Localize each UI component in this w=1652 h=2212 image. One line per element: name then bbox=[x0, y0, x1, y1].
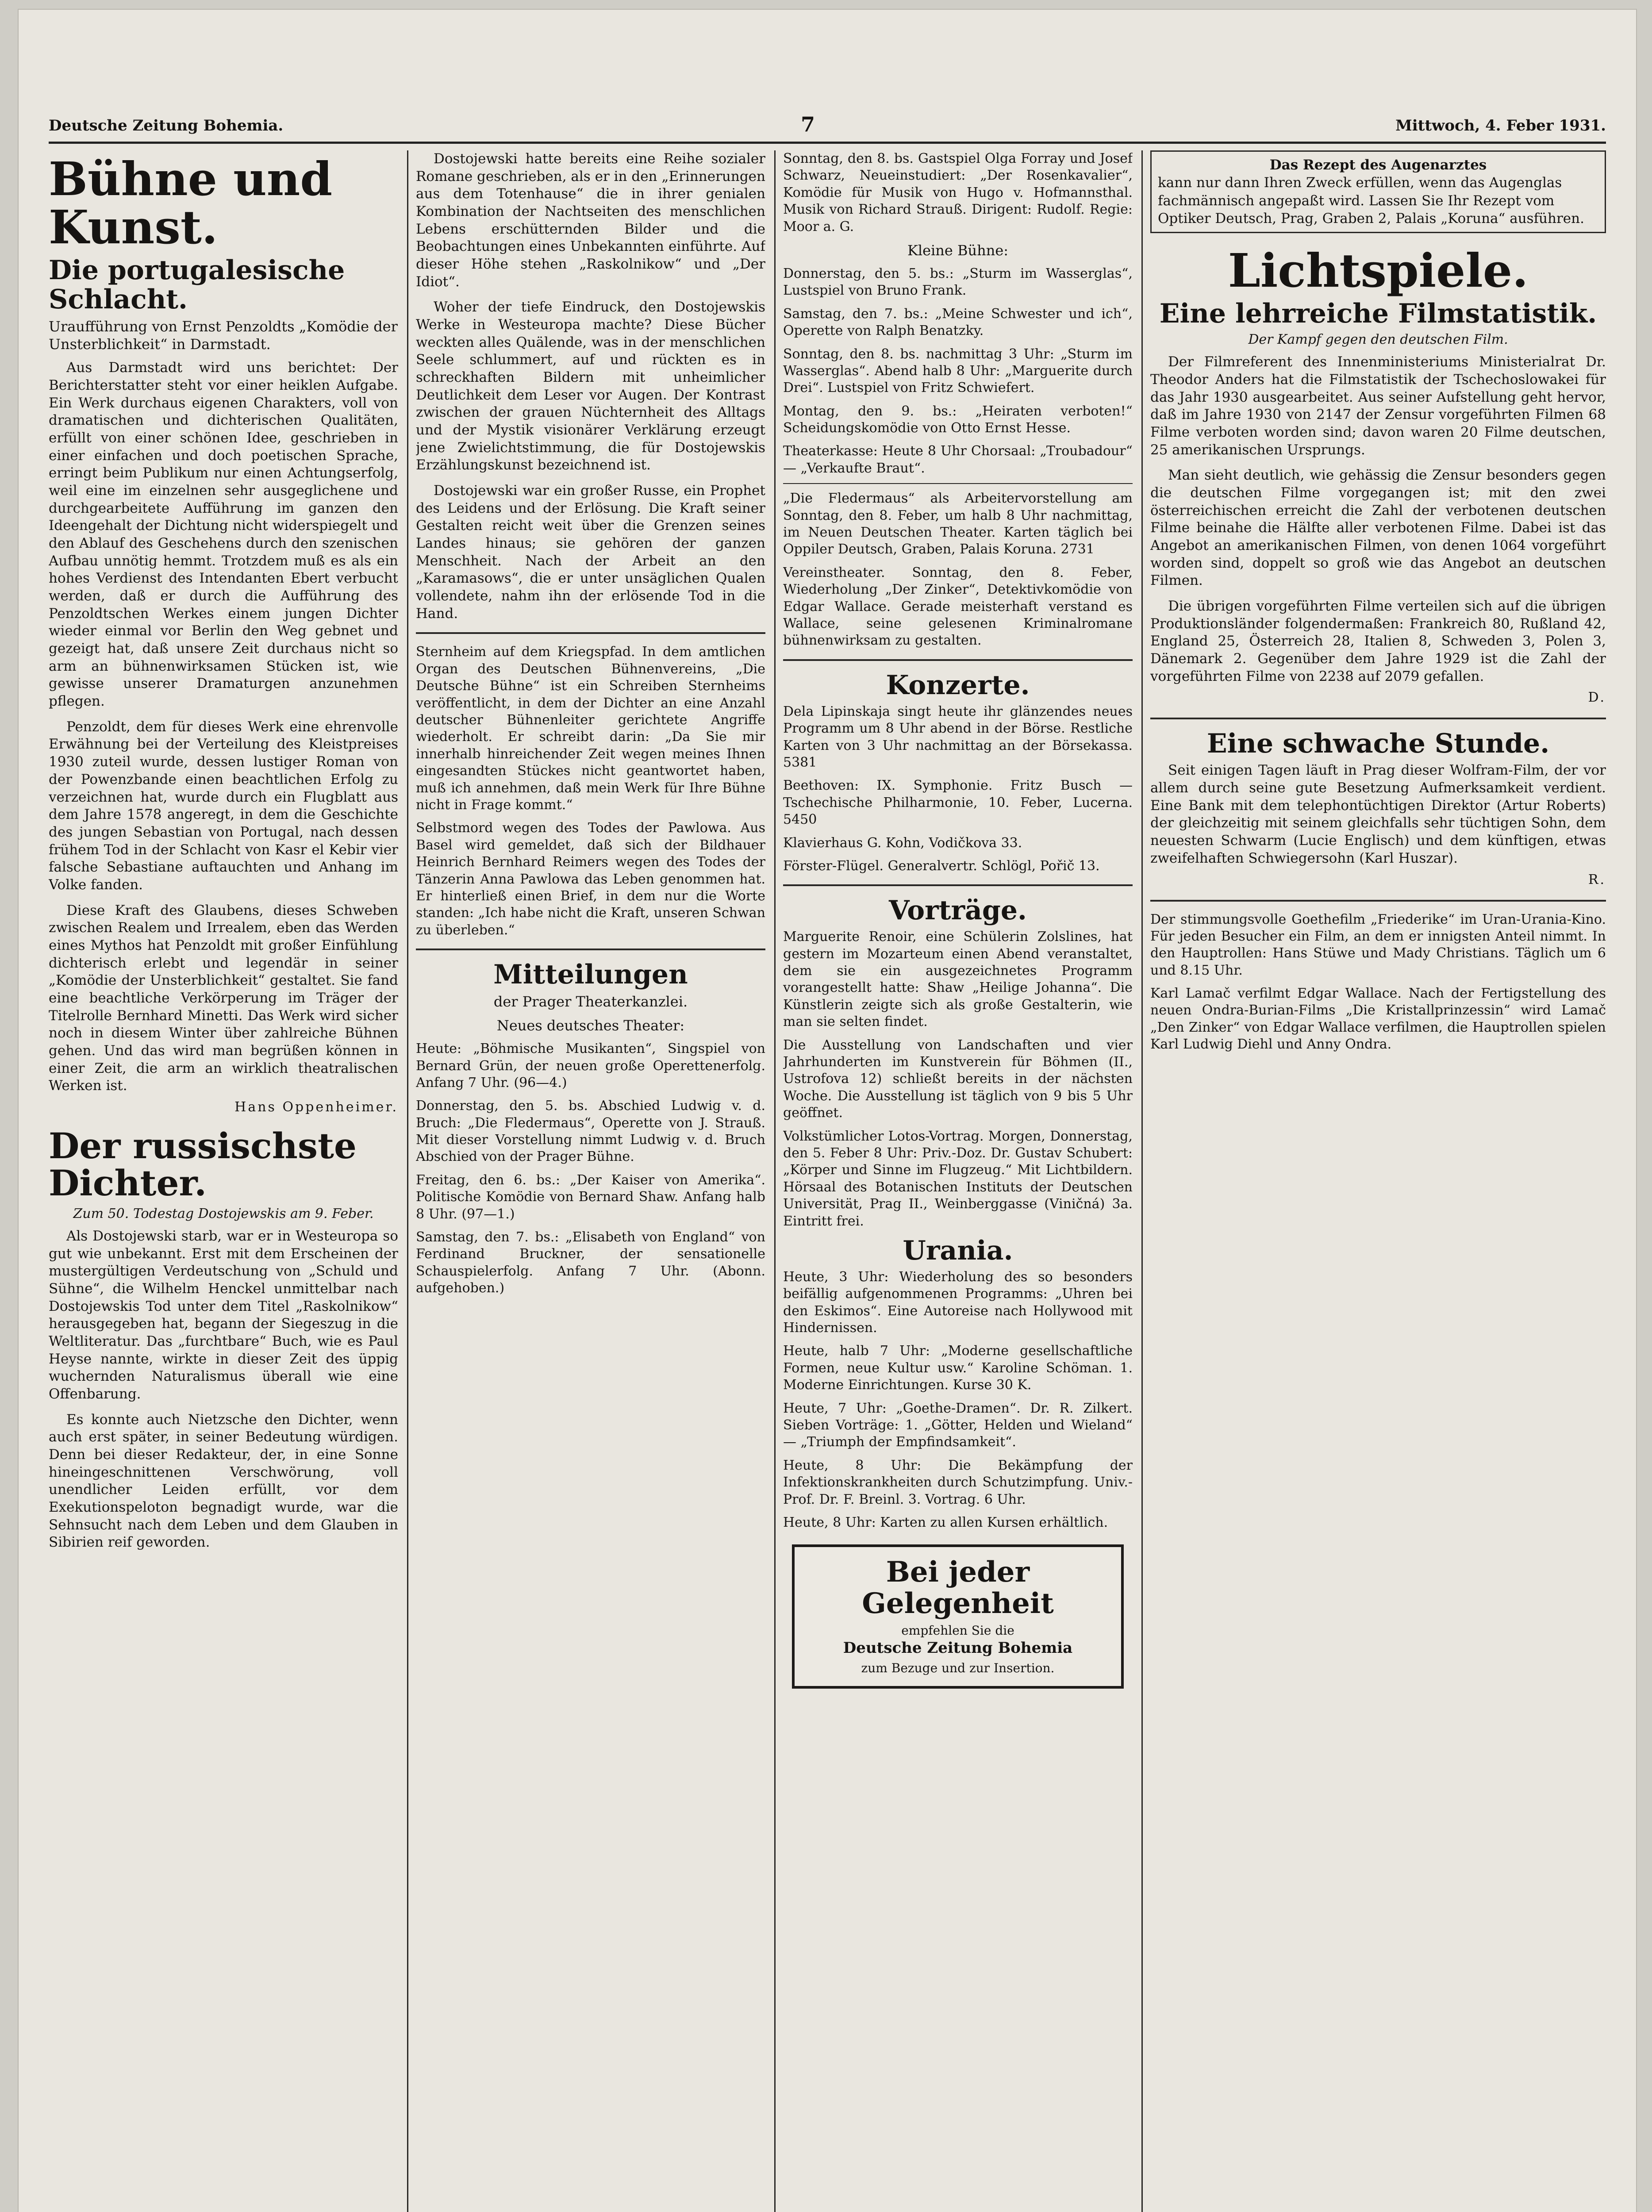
news-item: Marguerite Renoir, eine Schülerin Zolslines, hat gestern im Mozarteum einen Abend veranstaltet, dem sie ein ausgezeichnetes Programm vorangestellt hatte: Shaw „Heilige Johanna“. Die Künstlerin zeigte sich als große Gestalterin, wie man sie selten findet. bbox=[783, 929, 1133, 1030]
divider bbox=[1150, 900, 1606, 902]
article-paragraph: Der Filmreferent des Innenministeriums Ministerialrat Dr. Theodor Anders hat die Filmstatistik der Tschechoslowakei für das Jahr 1930 ausgearbeitet. Aus seiner Aufstellung geht hervor, daß im Jahre 1930 von 2147 der Zensur vorgeführten Filmen 68 Filme verboten worden sind; davon waren 20 Filme deutschen, 25 amerikanischen Ursprungs. bbox=[1150, 354, 1606, 458]
article-byline: Hans Oppenheimer. bbox=[234, 1099, 398, 1115]
article-headline: Eine schwache Stunde. bbox=[1206, 728, 1550, 760]
listing-item: Freitag, den 6. bs.: „Der Kaiser von Amerika“. Politische Komödie von Bernard Shaw. Anfang halb 8 Uhr. (97—1.) bbox=[416, 1172, 765, 1222]
section-heading: Urania. bbox=[903, 1235, 1013, 1266]
theater-name: Neues deutsches Theater: bbox=[496, 1017, 685, 1034]
newspaper-page bbox=[18, 9, 1637, 2212]
article-paragraph: Die übrigen vorgeführten Filme verteilen sich auf die übrigen Produktionsländer folgendermaßen: Frankreich 80, Rußland 42, England 25, Österreich 28, Italien 8, Schweden 3, Polen 3, Dänemark 2. Gegenüber dem Jahre 1929 ist die Zahl der vorgeführten Filme von 2238 auf 2079 gefallen. bbox=[1150, 598, 1606, 684]
listing-item: Sonntag, den 8. bs. nachmittag 3 Uhr: „Sturm im Wasserglas“. Abend halb 8 Uhr: „Marguerite durch Drei“. Lustspiel von Fritz Schwiefert. bbox=[783, 346, 1133, 396]
column-rule bbox=[1141, 150, 1143, 2212]
article-dek: Zum 50. Todestag Dostojewskis am 9. Feber. bbox=[73, 1206, 374, 1221]
divider bbox=[416, 632, 765, 634]
ad-newspaper-name: Deutsche Zeitung Bohemia bbox=[843, 1639, 1073, 1657]
ad-text: zum Bezuge und zur Insertion. bbox=[861, 1660, 1055, 1675]
section-heading: Konzerte. bbox=[886, 669, 1030, 701]
ad-text: kann nur dann Ihren Zweck erfüllen, wenn das Augenglas fachmännisch angepaßt wird. Lassen Sie Ihr Rezept vom Optiker Deutsch, Prag, Graben 2, Palais „Koruna“ ausführen. bbox=[1158, 175, 1584, 227]
listing-item: Donnerstag, den 5. bs.: „Sturm im Wasserglas“, Lustspiel von Bruno Frank. bbox=[783, 265, 1133, 299]
column-rule bbox=[407, 150, 408, 2212]
advertisement-box bbox=[1150, 150, 1606, 233]
section-heading: Mitteilungen bbox=[493, 959, 688, 991]
section-title: Lichtspiele. bbox=[1228, 243, 1529, 298]
article-paragraph: Seit einigen Tagen läuft in Prag dieser Wolfram-Film, der vor allem durch seine gute Besetzung Aufmerksamkeit verdient. Eine Bank mit dem telephontüchtigen Direktor (Artur Roberts) der gleichzeitig mit seinem gleichfalls sehr tüchtigen Sohn, dem neuesten Schwarm (Lucie Englisch) und dem künftigen, etwas zweifelhaften Schwiegersohn (Karl Huszar). bbox=[1150, 762, 1606, 866]
ad-headline: Bei jeder Gelegenheit bbox=[862, 1555, 1054, 1620]
listing-item: Klavierhaus G. Kohn, Vodičkova 33. bbox=[783, 835, 1022, 851]
column-3 bbox=[783, 150, 1133, 2212]
page-header bbox=[49, 111, 1606, 144]
listing-item: Heute, 8 Uhr: Karten zu allen Kursen erhältlich. bbox=[783, 1515, 1108, 1530]
news-item: „Die Fledermaus“ als Arbeitervorstellung am Sonntag, den 8. Feber, um halb 8 Uhr nachmittag, im Neuen Deutschen Theater. Karten täglich bei Oppiler Deutsch, Graben, Palais Koruna. 2731 bbox=[783, 491, 1133, 557]
article-headline: Der russischste Dichter. bbox=[49, 1125, 357, 1204]
news-item: Die Ausstellung von Landschaften und vier Jahrhunderten im Kunstverein für Böhmen (II., Ustrofova 12) schließt bereits in der nächsten Woche. Die Ausstellung ist täglich von 9 bis 5 Uhr geöffnet. bbox=[783, 1037, 1133, 1121]
listing-item: Heute, 8 Uhr: Die Bekämpfung der Infektionskrankheiten durch Schutzimpfung. Univ.-Prof. Dr. F. Breinl. 3. Vortrag. 6 Uhr. bbox=[783, 1457, 1133, 1507]
article-headline: Eine lehrreiche Filmstatistik. bbox=[1159, 298, 1597, 330]
article-paragraph: Diese Kraft des Glaubens, dieses Schweben zwischen Realem und Irrealem, eben das Werden eines Mythos hat Penzoldt mit großer Einfühlung dichterisch erlebt und legendär in seiner „Komödie der Unsterblichkeit“ gestaltet. Sie fand eine beachtliche Verkörperung im Träger der Titelrolle Bernhard Minetti. Das Werk wird sicher noch in diesem Winter über zahlreiche Bühnen gehen. Und das wird man begrüßen können in einer Zeit, die arm an wirklich theatralischen Werken ist. bbox=[49, 902, 398, 1094]
listing-item: Dela Lipinskaja singt heute ihr glänzendes neues Programm um 8 Uhr abend in der Börse. Restliche Karten von 3 Uhr nachmittag an der Börsekassa. 5381 bbox=[783, 703, 1133, 770]
article-paragraph: Dostojewski war ein großer Russe, ein Prophet des Leidens und der Erlösung. Die Kraft seiner Gestalten reicht weit über die Grenzen seines Landes hinaus; sie gehören der ganzen Menschheit. Nach der Arbeit an den „Karamasows“, die er unter unsäglichen Qualen vollendete, nahm ihn der erlösende Tod in die Hand. bbox=[416, 483, 765, 622]
advertisement-box bbox=[792, 1544, 1124, 1689]
article-paragraph: Penzoldt, dem für dieses Werk eine ehrenvolle Erwähnung bei der Verteilung des Kleistpreises 1930 zuteil wurde, dessen lustiger Roman von der Powenzbande einen beachtlichen Erfolg zu verzeichnen hat, wurde durch ein Flugblatt aus dem Jahre 1578 angeregt, in dem die Geschichte des jungen Sebastian von Portugal, nach dessen frühem Tod in der Schlacht von Kasr el Kebir vier falsche Sebastiane auftauchten und Anhang im Volke fanden. bbox=[49, 718, 398, 893]
news-item: Selbstmord wegen des Todes der Pawlowa. Aus Basel wird gemeldet, daß sich der Bildhauer Heinrich Bernhard Reimers wegen des Todes der Tänzerin Anna Pawlowa das Leben genommen hat. Er hinterließ einen Brief, in dem nur die Worte standen: „Ich habe nicht die Kraft, unseren Schwan zu überleben.“ bbox=[416, 820, 765, 938]
article-paragraph: Man sieht deutlich, wie gehässig die Zensur besonders gegen die deutschen Filme vorgegangen ist; mit den zwei österreichischen erreicht die Zahl der verbotenen deutschen Filme beinahe die Hälfte aller verbotenen Filme. Dabei ist das Angebot an amerikanischen Filmen, von denen 1064 vorgeführt worden sind, doppelt so groß wie das Angebot an deutschen Filmen. bbox=[1150, 467, 1606, 589]
article-paragraph: Als Dostojewski starb, war er in Westeuropa so gut wie unbekannt. Erst mit dem Erscheinen der mustergültigen Verdeutschung von „Schuld und Sühne“, die Wilhelm Henckel unmittelbar nach Dostojewskis Tod unter dem Titel „Raskolnikow“ herausgegeben hat, begann der Siegeszug in die Weltliteratur. Das „furchtbare“ Buch, wie es Paul Heyse nannte, wirkte in dieser Zeit des üppig wuchernden Naturalismus überall wie eine Offenbarung. bbox=[49, 1228, 398, 1402]
section-subheading: Kleine Bühne: bbox=[907, 242, 1009, 259]
divider bbox=[1150, 718, 1606, 719]
listing-item: Heute, 7 Uhr: „Goethe-Dramen“. Dr. R. Zilkert. Sieben Vorträge: 1. „Götter, Helden und Wieland“ — „Triumph der Empfindsamkeit“. bbox=[783, 1400, 1133, 1450]
divider bbox=[783, 659, 1133, 661]
ad-text: empfehlen Sie die bbox=[901, 1623, 1014, 1638]
listing-item: Heute, 3 Uhr: Wiederholung des so besonders beifällig aufgenommenen Programms: „Uhren bei den Eskimos“. Eine Autoreise nach Hollywood mit Hindernissen. bbox=[783, 1269, 1133, 1336]
section-title: Bühne und Kunst. bbox=[49, 152, 333, 255]
ad-headline: Das Rezept des Augenarztes bbox=[1269, 157, 1487, 173]
article-subtitle: Uraufführung von Ernst Penzoldts „Komödie der Unsterblichkeit“ in Darmstadt. bbox=[49, 318, 398, 353]
news-item: Karl Lamač verfilmt Edgar Wallace. Nach der Fertigstellung des neuen Ondra-Burian-Films „Die Kristallprinzessin“ wird Lamač „Den Zinker“ von Edgar Wallace verfilmen, die Hauptrollen spielen Karl Ludwig Diehl und Anny Ondra. bbox=[1150, 986, 1606, 1052]
listing-item: Samstag, den 7. bs.: „Elisabeth von England“ von Ferdinand Bruckner, der sensationelle Schauspielerfolg. Anfang 7 Uhr. (Abonn. aufgehoben.) bbox=[416, 1229, 765, 1296]
article-paragraph: Es konnte auch Nietzsche den Dichter, wenn auch erst später, in seiner Bedeutung würdigen. Denn bei dieser Redakteur, der, in eine Sonne hineingeschnittenen Verschwörung, voll unendlicher Leiden erfüllt, vor dem Exekutionspeloton begnadigt wurde, war die Sehnsucht nach dem Leben und dem Glauben in Sibirien reif geworden. bbox=[49, 1411, 398, 1551]
column-4 bbox=[1150, 150, 1606, 2212]
article-signature: R. bbox=[1588, 872, 1606, 887]
news-item: Volkstümlicher Lotos-Vortrag. Morgen, Donnerstag, den 5. Feber 8 Uhr: Priv.-Doz. Dr. Gustav Schubert: „Körper und Sinne im Flugzeug.“ Mit Lichtbildern. Hörsaal des Botanischen Instituts der Deutschen Universität, Prag II., Weinberggasse (Viničná) 3a. Eintritt frei. bbox=[783, 1128, 1133, 1229]
column-1 bbox=[49, 150, 398, 2212]
listing-item: Heute: „Böhmische Musikanten“, Singspiel von Bernard Grün, der neuen große Operettenerfolg. Anfang 7 Uhr. (96—4.) bbox=[416, 1041, 765, 1091]
divider bbox=[783, 884, 1133, 886]
issue-date: Mittwoch, 4. Feber 1931. bbox=[1395, 117, 1606, 134]
article-headline: Die portugalesische Schlacht. bbox=[49, 255, 345, 315]
article-paragraph: Dostojewski hatte bereits eine Reihe sozialer Romane geschrieben, als er in den „Erinnerungen aus dem Totenhause“ die in ihrer genialen Kombination der Nachtseiten des menschlichen Lebens erschütternden Bilder und die Beobachtungen eines Unbekannten einführte. Auf dieser Höhe stehen „Raskolnikow“ und „Der Idiot“. bbox=[416, 151, 765, 290]
section-heading: Vorträge. bbox=[889, 895, 1027, 926]
news-item: Sternheim auf dem Kriegspfad. In dem amtlichen Organ des Deutschen Bühnenvereins, „Die Deutsche Bühne“ ist ein Schreiben Sternheims veröffentlicht, in dem der Dichter an eine Anzahl deutscher Bühnenleiter gerichtete Angriffe wiederholt. Er schreibt darin: „Da Sie mir innerhalb hinreichender Zeit wegen meines Ihnen eingesandten Stückes nicht geantwortet haben, muß ich annehmen, daß mein Werk für Ihre Bühne nicht in Frage kommt.“ bbox=[416, 644, 765, 813]
listing-item: Donnerstag, den 5. bs. Abschied Ludwig v. d. Bruch: „Die Fledermaus“, Operette von J. Strauß. Mit dieser Vorstellung nimmt Ludwig v. d. Bruch Abschied von der Prager Bühne. bbox=[416, 1098, 765, 1165]
page-number: 7 bbox=[801, 112, 815, 136]
article-signature: D. bbox=[1588, 690, 1606, 706]
listing-item: Theaterkasse: Heute 8 Uhr Chorsaal: „Troubadour“ — „Verkaufte Braut“. bbox=[783, 443, 1133, 476]
article-paragraph: Aus Darmstadt wird uns berichtet: Der Berichterstatter steht vor einer heiklen Aufgabe. Ein Werk durchaus eigenen Charakters, voll von dramatischen und dichterischen Qualitäten, erfüllt von einer schönen Idee, geschrieben in einer einfachen und doch poetischen Sprache, erringt beim Publikum nur einen Achtungserfolg, weil eine im einzelnen sehr ausgeglichene und durchgearbeitete Aufführung im ganzen den Ideengehalt der Dichtung nicht widerspiegelt und den Ablauf des Geschehens durch den szenischen Aufbau unnötig hemmt. Trotzdem muß es als ein hohes Verdienst des Intendanten Ebert verbucht werden, daß er durch die Aufführung des Penzoldtschen Werkes einem jungen Dichter wieder einmal vor Berlin den Weg gebnet und gezeigt hat, daß unsere Zeit durchaus nicht so arm an bühnenwirksamen Stücken ist, wie gewisse unserer Dramaturgen anzunehmen pflegen. bbox=[49, 360, 398, 710]
listing-item: Montag, den 9. bs.: „Heiraten verboten!“ Scheidungskomödie von Otto Ernst Hesse. bbox=[783, 403, 1133, 436]
divider bbox=[783, 483, 1133, 484]
column-2 bbox=[416, 150, 765, 2212]
news-item: Der stimmungsvolle Goethefilm „Friederike“ im Uran-Urania-Kino. Für jeden Besucher ein Film, an dem er innigsten Anteil nimmt. In den Hauptrollen: Hans Stüwe und Mady Christians. Täglich um 6 und 8.15 Uhr. bbox=[1150, 911, 1606, 978]
newspaper-name: Deutsche Zeitung Bohemia. bbox=[49, 117, 284, 134]
listing-item: Heute, halb 7 Uhr: „Moderne gesellschaftliche Formen, neue Kultur usw.“ Karoline Schöman. 1. Moderne Einrichtungen. Kurse 30 K. bbox=[783, 1343, 1133, 1393]
column-rule bbox=[774, 150, 776, 2212]
news-item: Vereinstheater. Sonntag, den 8. Feber, Wiederholung „Der Zinker“, Detektivkomödie von Edgar Wallace. Gerade meisterhaft verstand es Wallace, seine gelesenen Kriminalromane bühnenwirksam zu gestalten. bbox=[783, 565, 1133, 649]
section-subheading: der Prager Theaterkanzlei. bbox=[493, 993, 688, 1010]
listing-item: Sonntag, den 8. bs. Gastspiel Olga Forray und Josef Schwarz, Neueinstudiert: „Der Rosenkavalier“, Komödie für Musik von Hugo v. Hofmannsthal. Musik von Richard Strauß. Dirigent: Rudolf. Regie: Moor a. G. bbox=[783, 151, 1133, 234]
listing-item: Beethoven: IX. Symphonie. Fritz Busch — Tschechische Philharmonie, 10. Feber, Lucerna. 5450 bbox=[783, 778, 1133, 828]
listing-item: Samstag, den 7. bs.: „Meine Schwester und ich“, Operette von Ralph Benatzky. bbox=[783, 306, 1133, 339]
divider bbox=[416, 949, 765, 950]
listing-item: Förster-Flügel. Generalvertr. Schlögl, Pořič 13. bbox=[783, 858, 1100, 874]
article-paragraph: Woher der tiefe Eindruck, den Dostojewskis Werke in Westeuropa machte? Diese Bücher weckten alles Quälende, was in der menschlichen Seele schlummert, auf und rückten es in schreckhaften Bildern mit unheimlicher Deutlichkeit dem Leser vor Augen. Der Kontrast zwischen der grauen Nüchternheit des Alltags und der Mystik visionärer Verklärung erzeugt jene Zwielichtstimmung, die für Dostojewskis Erzählungskunst bezeichnend ist. bbox=[416, 299, 765, 473]
article-dek: Der Kampf gegen den deutschen Film. bbox=[1248, 332, 1508, 348]
